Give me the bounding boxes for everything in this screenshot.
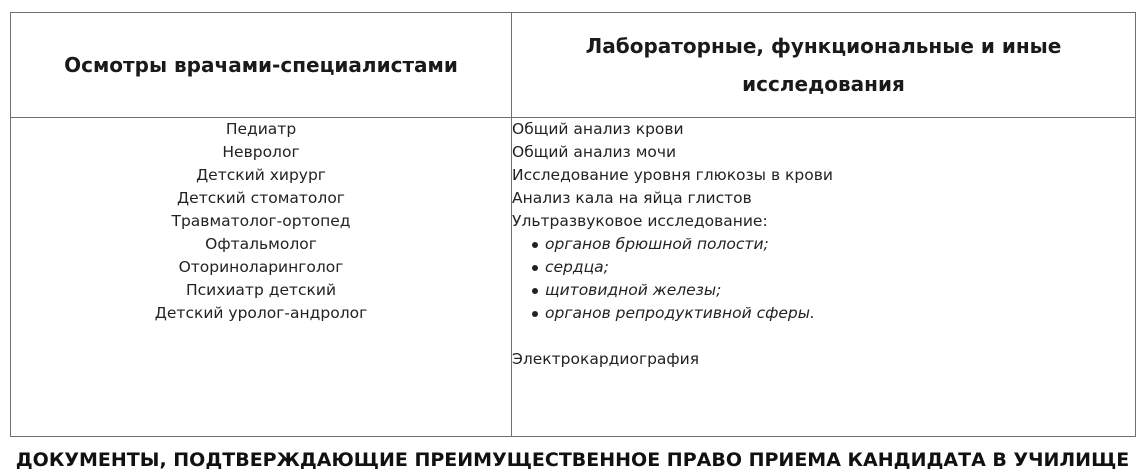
spacer bbox=[512, 325, 1135, 348]
study-item-ecg: Электрокардиография bbox=[512, 350, 700, 368]
ultrasound-item: щитовидной железы; bbox=[532, 279, 1135, 302]
doctor-item: Офтальмолог bbox=[205, 235, 317, 253]
ultrasound-sublist bbox=[512, 233, 1135, 325]
bullet-icon bbox=[532, 242, 538, 248]
doctor-item: Детский уролог-андролог bbox=[154, 304, 368, 322]
doctor-list-cell bbox=[11, 118, 512, 437]
doctor-item: Педиатр bbox=[225, 120, 297, 138]
doctor-item: Детский хирург bbox=[196, 166, 326, 184]
ultrasound-item: сердца; bbox=[532, 256, 1135, 279]
doctor-item: Невролог bbox=[222, 143, 300, 161]
study-item-ultrasound: Ультразвуковое исследование: bbox=[512, 212, 768, 230]
doctor-item: Детский стоматолог bbox=[177, 189, 345, 207]
doctor-item: Психиатр детский bbox=[185, 281, 337, 299]
study-item: Анализ кала на яйца глистов bbox=[512, 189, 752, 207]
medical-exam-table bbox=[10, 12, 1136, 437]
header-doctor-exams: Осмотры врачами-специалистами bbox=[11, 13, 512, 118]
bullet-icon bbox=[532, 288, 538, 294]
study-item: Общий анализ крови bbox=[512, 120, 684, 138]
table-header-row bbox=[11, 13, 1136, 118]
ultrasound-item: органов брюшной полости; bbox=[532, 233, 1135, 256]
bullet-icon bbox=[532, 265, 538, 271]
section-heading: ДОКУМЕНТЫ, ПОДТВЕРЖДАЮЩИЕ ПРЕИМУЩЕСТВЕННОЕ ПРАВО ПРИЕМА КАНДИДАТА В УЧИЛИЩЕ bbox=[15, 449, 1130, 471]
doctor-item: Травматолог-ортопед bbox=[171, 212, 351, 230]
ultrasound-item: органов репродуктивной сферы. bbox=[532, 302, 1135, 325]
study-list-cell bbox=[512, 118, 1136, 437]
study-item: Исследование уровня глюкозы в крови bbox=[512, 166, 833, 184]
study-item: Общий анализ мочи bbox=[512, 143, 677, 161]
table-body-row bbox=[11, 118, 1136, 437]
doctor-item: Оториноларинголог bbox=[178, 258, 344, 276]
header-lab-studies: Лабораторные, функциональные и иные исследования bbox=[512, 13, 1136, 118]
bullet-icon bbox=[532, 311, 538, 317]
